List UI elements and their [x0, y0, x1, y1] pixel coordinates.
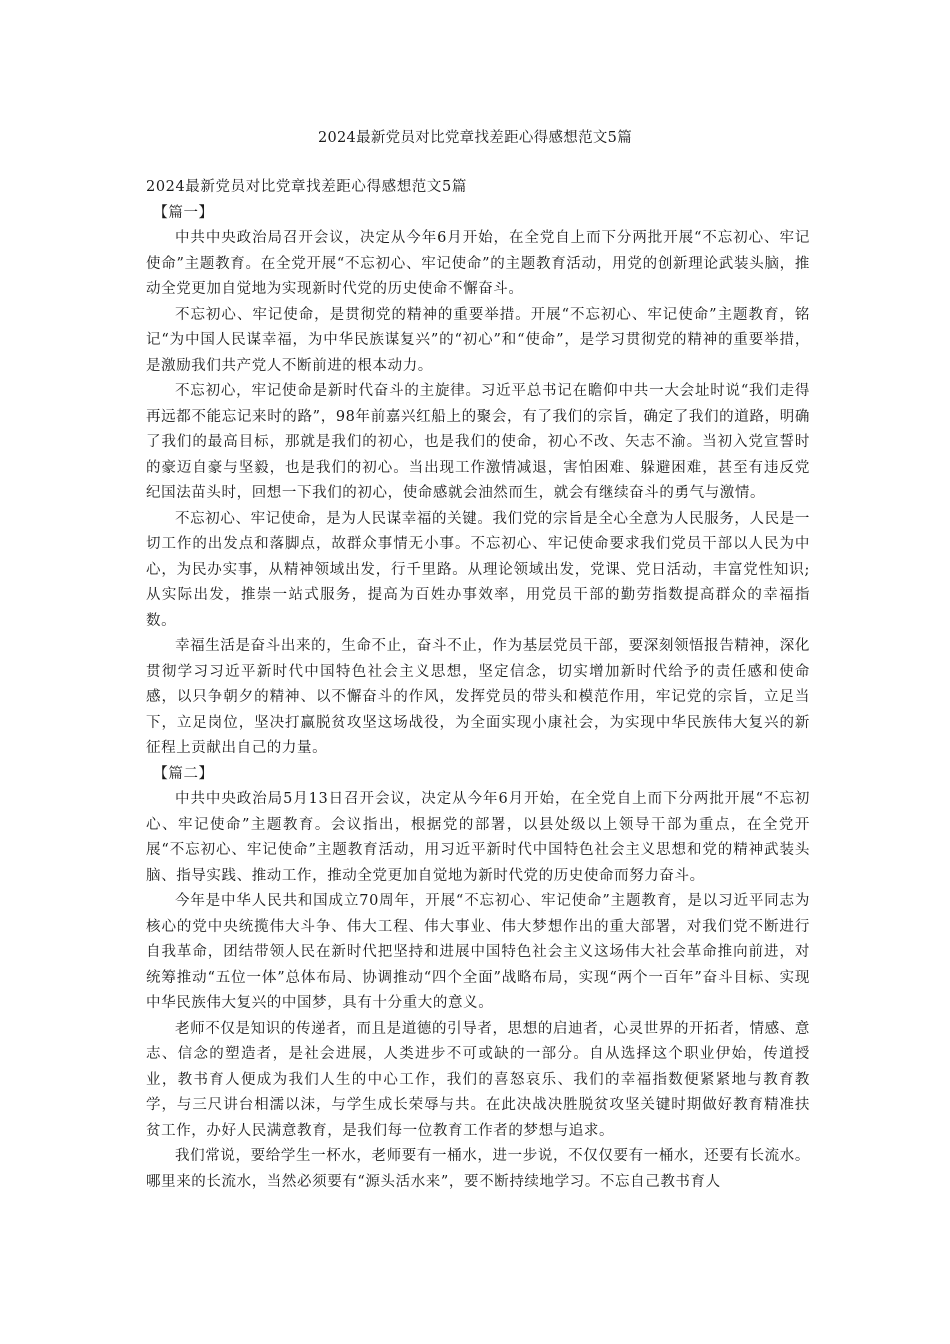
section-heading-1: 【篇一】 — [153, 204, 214, 221]
paragraph: 不忘初心、牢记使命，是贯彻党的精神的重要举措。开展“不忘初心、牢记使命”主题教育，铭记“为中国人民谋幸福，为中华民族谋复兴”的“初心”和“使命”，是学习贯彻党的精神的重要举措，是激励我们共产党人不断前进的根本动力。 — [146, 306, 810, 374]
document-title: 2024最新党员对比党章找差距心得感想范文5篇 — [317, 130, 633, 146]
paragraph: 中共中央政治局召开会议，决定从今年6月开始，在全党自上而下分两批开展“不忘初心、牢记使命”主题教育。在全党开展“不忘初心、牢记使命”的主题教育活动，用党的创新理论武装头脑，推动全党更加自觉地为实现新时代党的历史使命不懈奋斗。 — [146, 230, 810, 297]
paragraph: 我们常说，要给学生一杯水，老师要有一桶水，进一步说，不仅仅要有一桶水，还要有长流水。哪里来的长流水，当然必须要有“源头活水来”，要不断持续地学习。不忘自己教书育人 — [146, 1148, 810, 1190]
paragraph: 不忘初心，牢记使命是新时代奋斗的主旋律。习近平总书记在瞻仰中共一大会址时说“我们走得再远都不能忘记来时的路”，98年前嘉兴红船上的聚会，有了我们的宗旨，确定了我们的道路，明确了我们的最高目标，那就是我们的初心，也是我们的使命，初心不改、矢志不渝。当初入党宣誓时的豪迈自豪与坚毅，也是我们的初心。当出现工作激情减退，害怕困难、躲避困难，甚至有违反党纪国法苗头时，回想一下我们的初心，使命感就会油然而生，就会有继续奋斗的勇气与激情。 — [146, 383, 810, 501]
document-subtitle: 2024最新党员对比党章找差距心得感想范文5篇 — [146, 179, 467, 195]
document-body — [146, 175, 810, 1195]
paragraph: 今年是中华人民共和国成立70周年，开展“不忘初心、牢记使命”主题教育，是以习近平同志为核心的党中央统揽伟大斗争、伟大工程、伟大事业、伟大梦想作出的重大部署，对我们党不断进行自我革命，团结带领人民在新时代把坚持和进展中国特色社会主义这场伟大社会革命推向前进，对统筹推动“五位一体”总体布局、协调推动“四个全面”战略布局，实现“两个一百年”奋斗目标、实现中华民族伟大复兴的中国梦，具有十分重大的意义。 — [146, 893, 810, 1011]
paragraph: 幸福生活是奋斗出来的，生命不止，奋斗不止，作为基层党员干部，要深刻领悟报告精神，深化贯彻学习习近平新时代中国特色社会主义思想，坚定信念，切实增加新时代给予的责任感和使命感，以只争朝夕的精神、以不懈奋斗的作风，发挥党员的带头和模范作用，牢记党的宗旨，立足当下，立足岗位，坚决打赢脱贫攻坚这场战役，为全面实现小康社会，为实现中华民族伟大复兴的新征程上贡献出自己的力量。 — [146, 638, 810, 756]
paragraph: 中共中央政治局5月13日召开会议，决定从今年6月开始，在全党自上而下分两批开展“不忘初心、牢记使命”主题教育。会议指出，根据党的部署，以县处级以上领导干部为重点，在全党开展“不忘初心、牢记使命”主题教育活动，用习近平新时代中国特色社会主义思想和党的精神武装头脑、指导实践、推动工作，推动全党更加自觉地为新时代党的历史使命而努力奋斗。 — [146, 791, 810, 884]
paragraph: 老师不仅是知识的传递者，而且是道德的引导者，思想的启迪者，心灵世界的开拓者，情感、意志、信念的塑造者，是社会进展，人类进步不可或缺的一部分。自从选择这个职业伊始，传道授业，教书育人便成为我们人生的中心工作，我们的喜怒哀乐、我们的幸福指数便紧紧地与教育教学，与三尺讲台相濡以沫，与学生成长荣辱与共。在此决战决胜脱贫攻坚关键时期做好教育精准扶贫工作，办好人民满意教育，是我们每一位教育工作者的梦想与追求。 — [146, 1020, 810, 1139]
paragraph: 不忘初心、牢记使命，是为人民谋幸福的关键。我们党的宗旨是全心全意为人民服务，人民是一切工作的出发点和落脚点，故群众事情无小事。不忘初心、牢记使命要求我们党员干部以人民为中心，为民办实事，从精神领域出发，行千里路。从理论领域出发，党课、党日活动，丰富党性知识;从实际出发，推崇一站式服务，提高为百姓办事效率，用党员干部的勤劳指数提高群众的幸福指数。 — [146, 510, 810, 629]
section-heading-2: 【篇二】 — [153, 765, 214, 782]
